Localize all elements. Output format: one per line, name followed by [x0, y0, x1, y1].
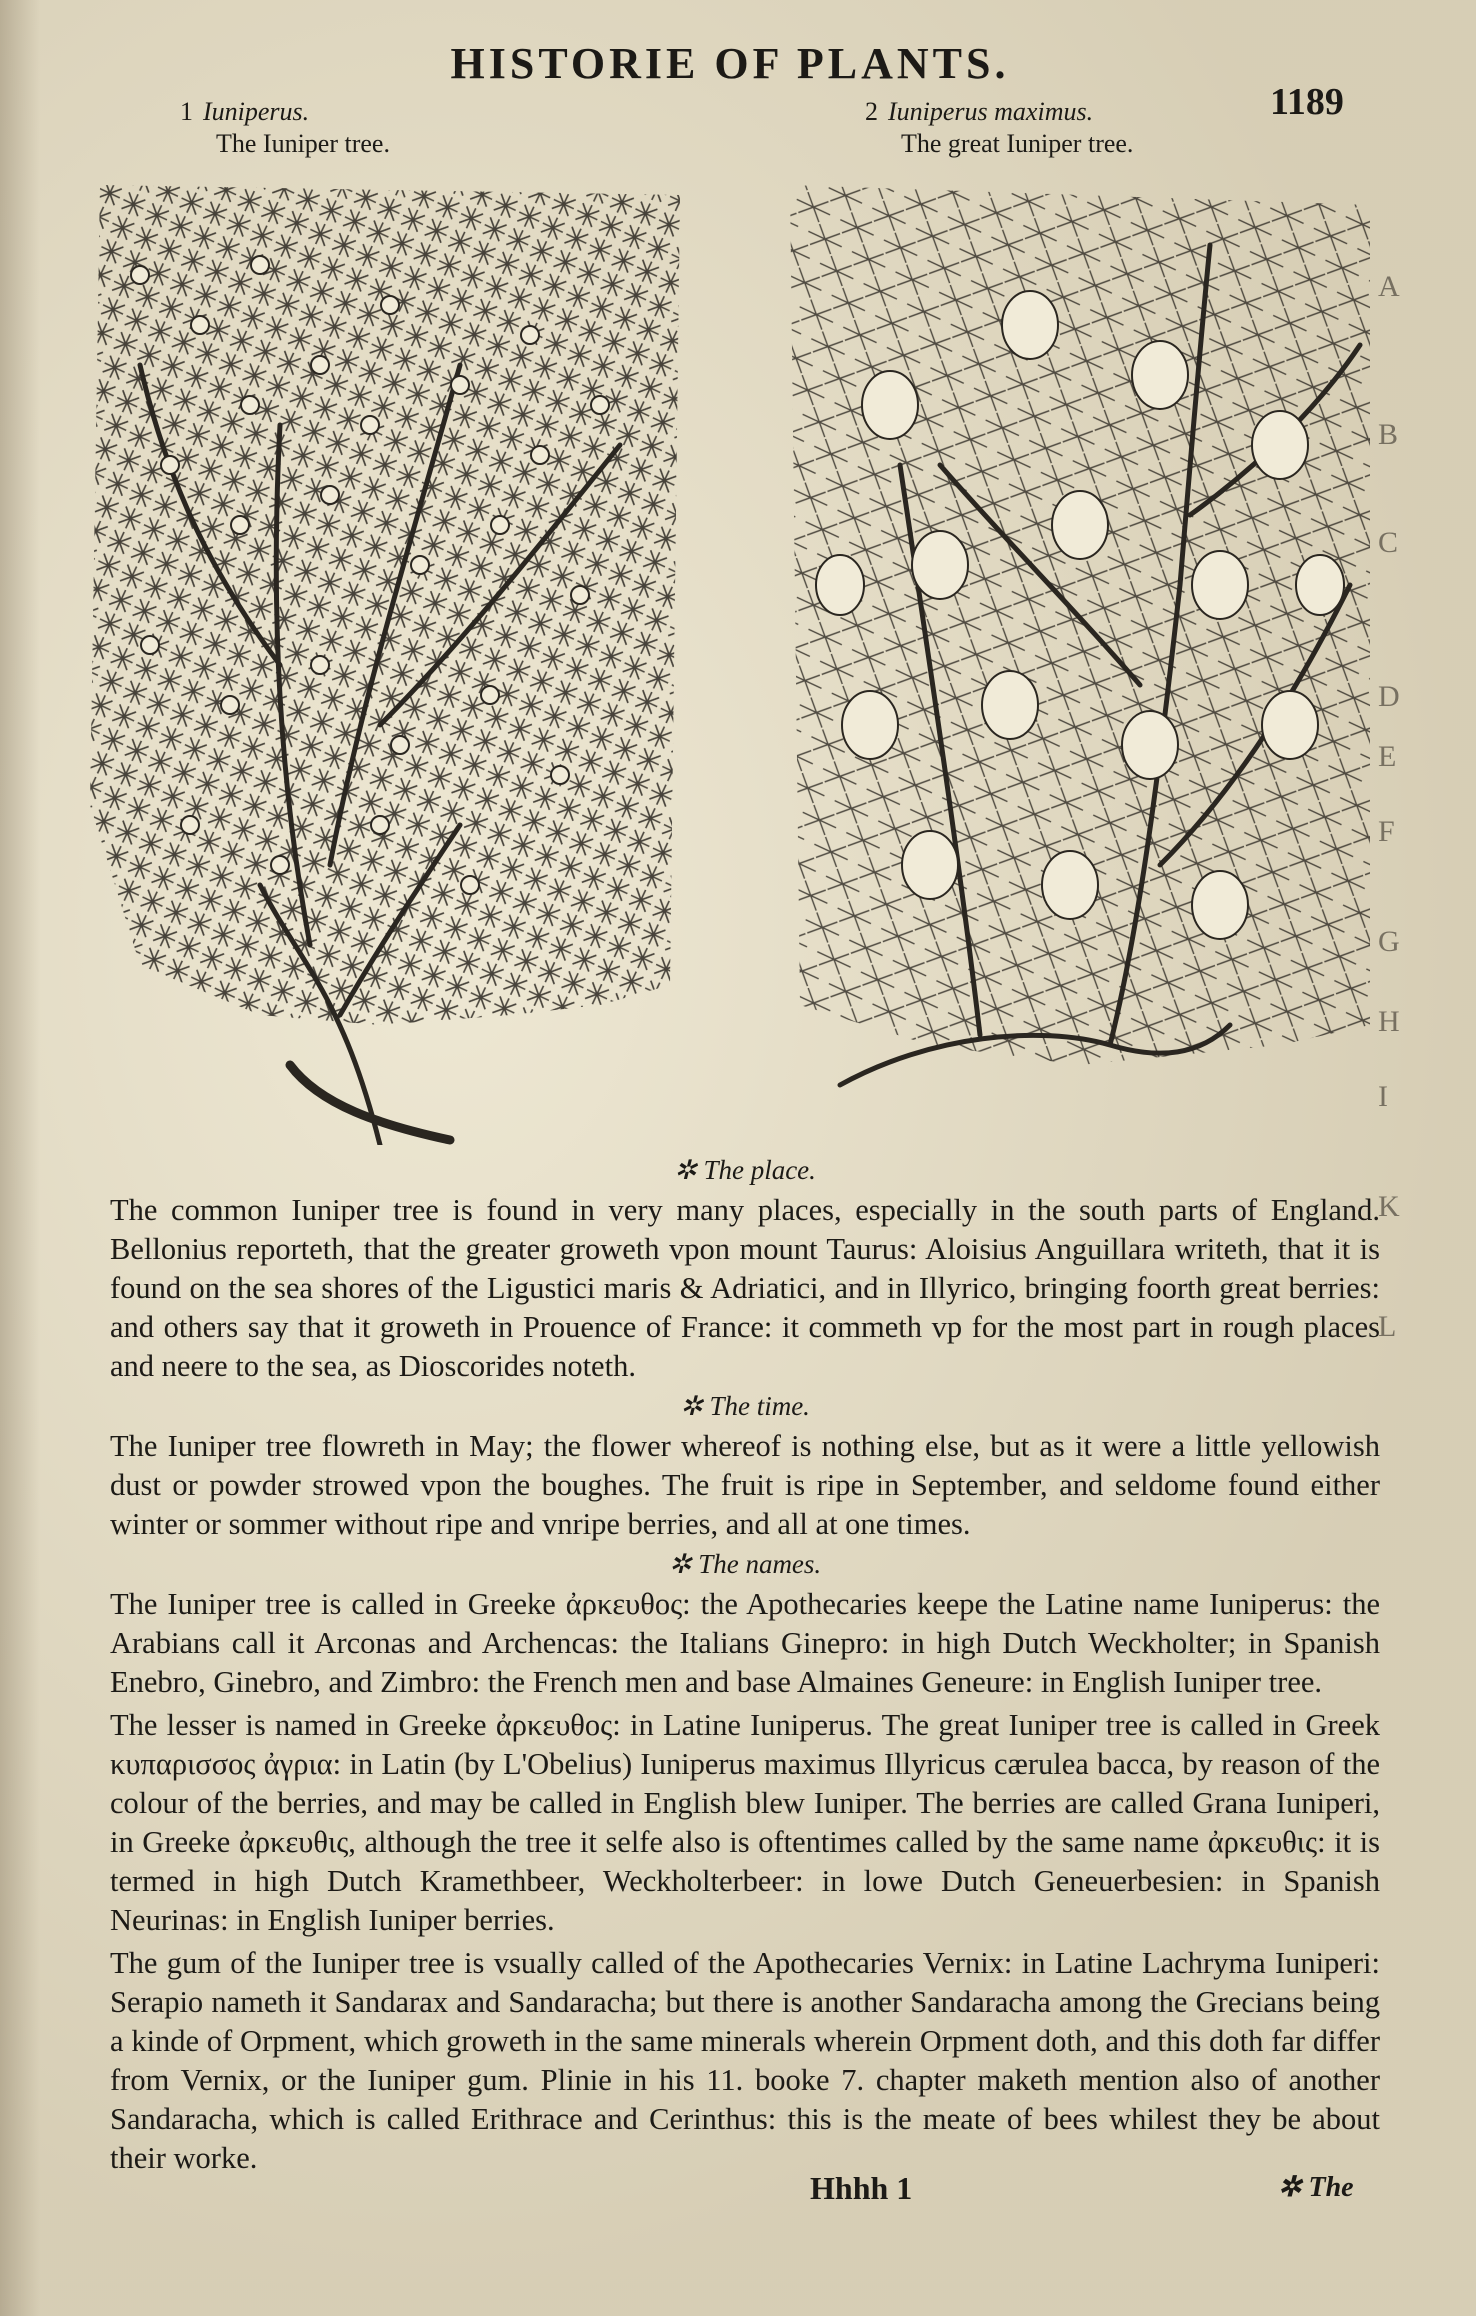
margin-letter: B — [1378, 418, 1399, 451]
page-number: 1189 — [1270, 81, 1344, 123]
margin-letter: H — [1378, 1005, 1400, 1038]
binding-shadow — [0, 0, 40, 2316]
juniper-tree-woodcut — [80, 165, 690, 1145]
figure-number-2: 2 — [865, 97, 878, 126]
figure-latin-name-2: Iuniperus maximus. — [888, 97, 1094, 126]
section-heading-names: ✲ The names. — [668, 1549, 822, 1579]
margin-letter: F — [1378, 815, 1395, 848]
margin-letter: C — [1378, 526, 1399, 559]
figure-caption-2 — [865, 96, 1133, 160]
signature-mark: Hhhh 1 — [810, 2170, 913, 2206]
margin-letter: G — [1378, 925, 1400, 958]
figure-latin-name-1: Iuniperus. — [203, 97, 310, 126]
margin-letter: E — [1378, 740, 1397, 773]
running-title: HISTORIE OF PLANTS. — [450, 39, 1010, 88]
body-text — [110, 1150, 1380, 2178]
figure-english-name-1: The Iuniper tree. — [216, 129, 390, 158]
catchword: ✲ The — [1278, 2172, 1354, 2203]
paragraph-time: The Iuniper tree flowreth in May; the flower whereof is nothing else, but as it were a little yellowish dust or powder strowed vpon the boughes. The fruit is ripe in September, and seldome found either winter or sommer without ripe and vnripe berries, and all at one times. — [110, 1429, 1380, 1541]
margin-letter: D — [1378, 680, 1400, 713]
paragraph-names-3: The gum of the Iuniper tree is vsually called of the Apothecaries Vernix: in Latine Lachryma Iuniperi: Serapio nameth it Sandarax and Sandaracha; but there is another Sandaracha among the Grecians being a kinde of Orpment, which groweth in the same minerals wherein Orpment doth, and this doth far differ from Vernix, or the Iuniper gum. Plinie in his 11. booke 7. chapter maketh mention also of another Sandaracha, which is called Erithrace and Cerinthus: this is the meate of bees whilest they be about their worke. — [110, 1946, 1380, 2175]
margin-letter: K — [1378, 1190, 1400, 1223]
margin-letter: A — [1378, 270, 1400, 303]
figure-number-1: 1 — [180, 97, 193, 126]
margin-letter: I — [1378, 1080, 1388, 1113]
page-footer — [0, 2170, 1476, 2230]
figure-english-name-2: The great Iuniper tree. — [901, 129, 1134, 158]
section-heading-place: ✲ The place. — [674, 1155, 816, 1185]
paragraph-names-2: The lesser is named in Greeke ἀρκευθος: in Latine Iuniperus. The great Iuniper tree is called in Greek κυπαρισσος ἀγρια: in Latin (by L'Obelius) Iuniperus maximus Illyricus cærulea bacca, by reason of the colour of the berries, and may be called in English blew Iuniper. The berries are called Grana Iuniperi, in Greeke ἀρκευθις, although the tree it selfe also is oftentimes called by the same name ἀρκευθις: it is termed in high Dutch Kramethbeer, Weckholterbeer: in lowe Dutch Geneuerbesien: in Spanish Neurinas: in English Iuniper berries. — [110, 1708, 1380, 1937]
section-heading-time: ✲ The time. — [680, 1391, 810, 1421]
paragraph-place: The common Iuniper tree is found in very many places, especially in the south parts of England. Bellonius reporteth, that the greater groweth vpon mount Taurus: Aloisius Anguillara writeth, that it is found on the sea shores of the Ligustici maris & Adriatici, and in Illyrico, bringing foorth great berries: and others say that it groweth in Prouence of France: it commeth vp for the most part in rough places and neere to the sea, as Dioscorides noteth. — [110, 1193, 1380, 1383]
great-juniper-tree-woodcut — [780, 165, 1380, 1105]
paragraph-names-1: The Iuniper tree is called in Greeke ἀρκευθος: the Apothecaries keepe the Latine name Iuniperus: the Arabians call it Arconas and Archencas: the Italians Ginepro: in high Dutch Weckholter; in Spanish Enebro, Ginebro, and Zimbro: the French men and base Almaines Geneure: in English Iuniper tree. — [110, 1587, 1380, 1699]
figure-caption-1 — [180, 96, 390, 160]
margin-letter: L — [1378, 1310, 1397, 1343]
